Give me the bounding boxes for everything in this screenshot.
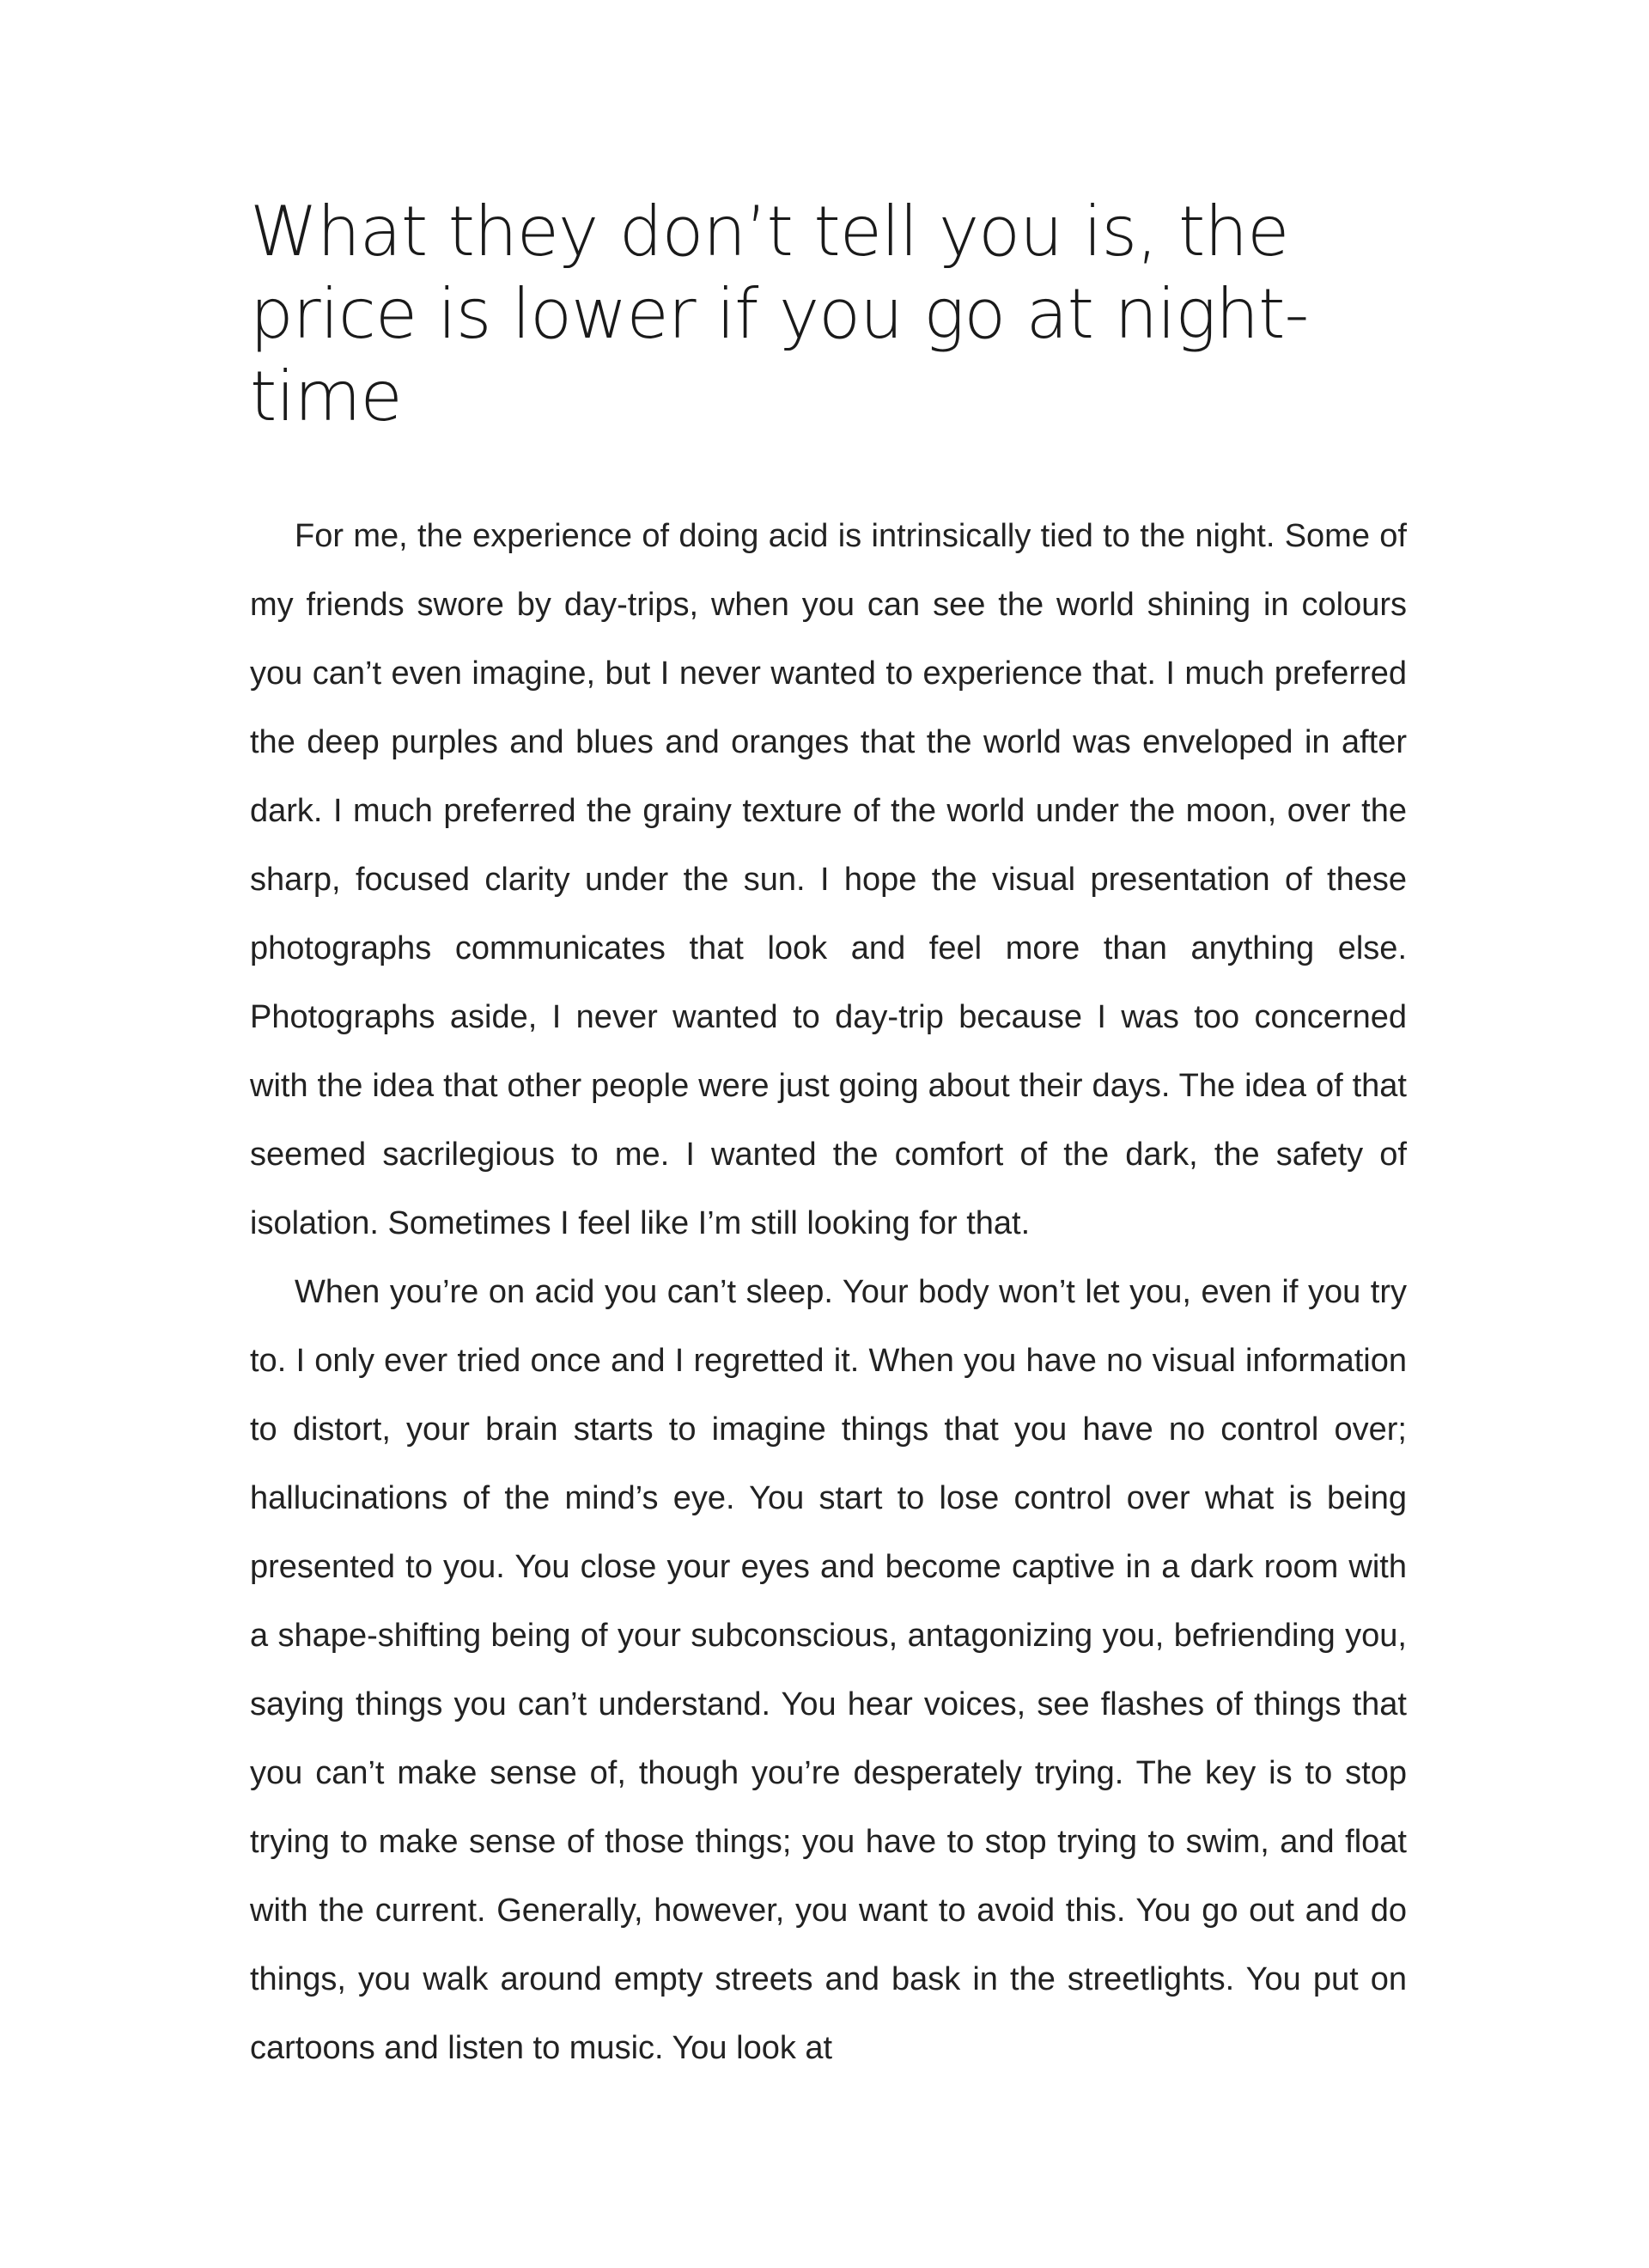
article-body [250, 502, 1407, 2082]
article-title: What they don’t tell you is, the price is lower if you go at night-time [250, 192, 1309, 436]
article-page [250, 191, 1407, 2082]
paragraph-2: When you’re on acid you can’t sleep. Your body won’t let you, even if you try to. I only ever tried once and I regretted it. When you have no visual information to distort, your brain starts to imagine things that you have no control over; hallucinations of the mind’s eye. You start to lose control over what is being presented to you. You close your eyes and become captive in a dark room with a shape-shifting being of your subconscious, antagonizing you, befriending you, saying things you can’t understand. You hear voices, see flashes of things that you can’t make sense of, though you’re desperately trying. The key is to stop trying to make sense of those things; you have to stop trying to swim, and float with the current. Generally, however, you want to avoid this. You go out and do things, you walk around empty streets and bask in the streetlights. You put on cartoons and listen to music. You look at [250, 1274, 1407, 2066]
paragraph-1: For me, the experience of doing acid is intrinsically tied to the night. Some of my friends swore by day-trips, when you can see the world shining in colours you can’t even imagine, but I never wanted to experience that. I much preferred the deep purples and blues and oranges that the world was enveloped in after dark. I much preferred the grainy texture of the world under the moon, over the sharp, focused clarity under the sun. I hope the visual presentation of these photographs communicates that look and feel more than anything else. Photographs aside, I never wanted to day-trip because I was too concerned with the idea that other people were just going about their days. The idea of that seemed sacrilegious to me. I wanted the comfort of the dark, the safety of isolation. Sometimes I feel like I’m still looking for that. [250, 518, 1407, 1241]
